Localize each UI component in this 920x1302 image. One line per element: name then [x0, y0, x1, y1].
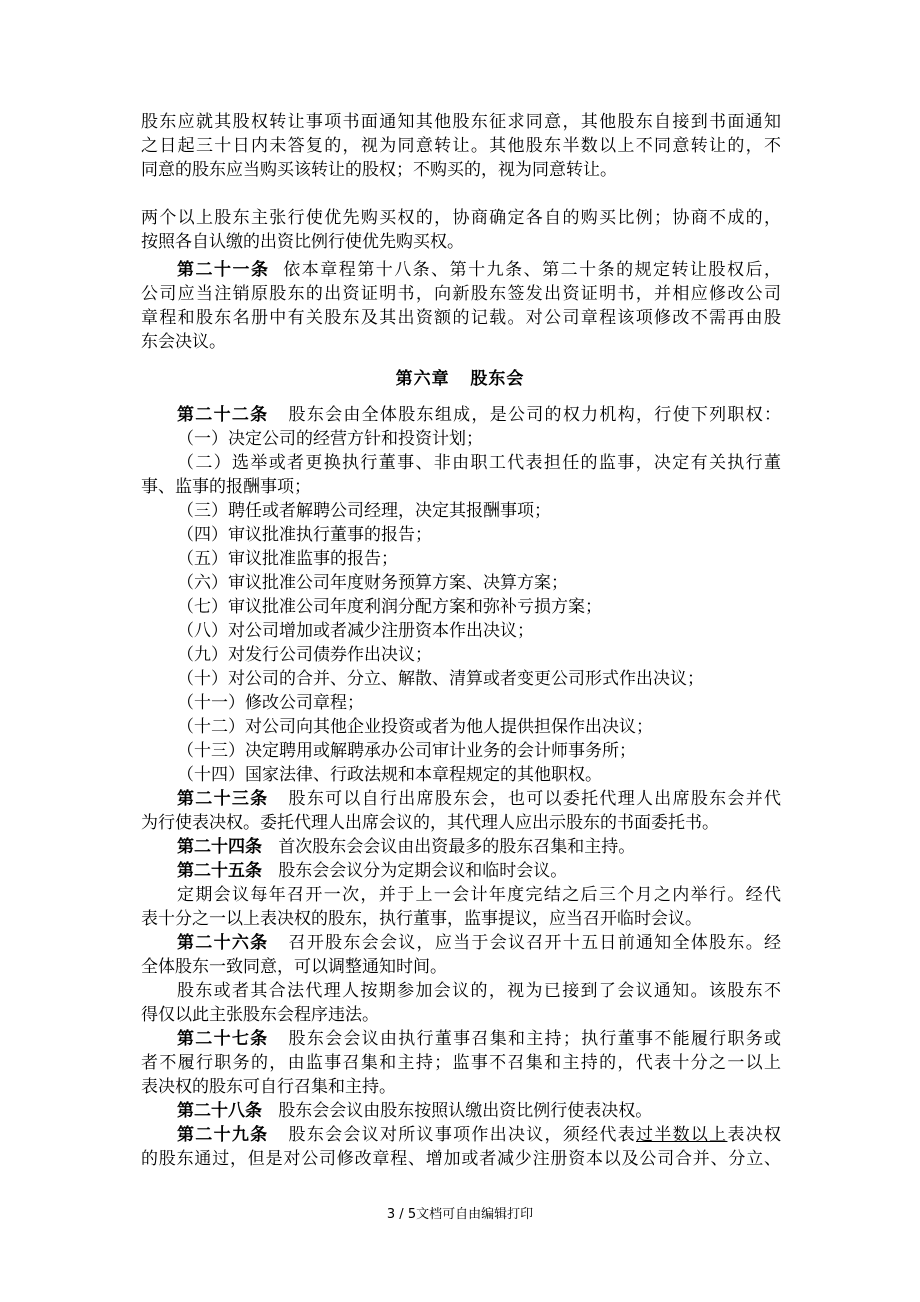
article-label: 第二十九条: [177, 1125, 269, 1145]
paragraph-line: 全体股东一致同意，可以调整通知时间。: [141, 957, 447, 977]
chapter-heading: [0, 367, 920, 391]
list-item: （三）聘任或者解聘公司经理，决定其报酬事项；: [177, 501, 551, 521]
article-label: 第二十一条: [177, 260, 270, 280]
paragraph-line: 表十分之一以上表决权的股东，执行董事，监事提议，应当召开临时会议。: [141, 909, 702, 929]
list-item: （十二）对公司向其他企业投资或者为他人提供担保作出决议；: [177, 717, 653, 737]
article-22: [177, 403, 781, 427]
paragraph-line: 定期会议每年召开一次，并于上一会计年度完结之后三个月之内举行。经代: [177, 885, 781, 905]
page-footer: 3 / 5文档可自由编辑打印: [386, 1207, 534, 1222]
article-label: 第二十七条: [177, 1029, 269, 1049]
list-item: （十三）决定聘用或解聘承办公司审计业务的会计师事务所；: [177, 741, 636, 761]
paragraph-line: 为行使表决权。委托代理人出席会议的，其代理人应出示股东的书面委托书。: [141, 813, 719, 833]
list-item-continuation: 事、监事的报酬事项；: [141, 477, 311, 497]
article-text: 股东会由全体股东组成，是公司的权力机构，行使下列职权：: [288, 405, 782, 425]
article-label: 第二十二条: [177, 405, 269, 425]
paragraph-line: 股东或者其合法代理人按期参加会议的，视为已接到了会议通知。该股东不: [177, 981, 781, 1001]
list-item: （十一）修改公司章程；: [177, 693, 364, 713]
article-text: 股东会会议对所议事项作出决议，须经代表: [288, 1125, 636, 1145]
paragraph-line: 之日起三十日内未答复的，视为同意转让。其他股东半数以上不同意转让的，不: [141, 136, 781, 156]
chapter-number: 第六章: [395, 369, 450, 389]
list-item: （九）对发行公司债券作出决议；: [177, 645, 432, 665]
paragraph-line: 得仅以此主张股东会程序违法。: [141, 1005, 379, 1025]
article-text: 表决权: [727, 1125, 782, 1145]
underlined-text: 过半数以上: [636, 1125, 728, 1145]
article-29: [177, 1123, 781, 1147]
paragraph-line: 者不履行职务的，由监事召集和主持；监事不召集和主持的，代表十分之一以上: [141, 1053, 781, 1073]
list-item: （四）审议批准执行董事的报告；: [177, 525, 432, 545]
article-24: [177, 835, 781, 859]
paragraph-line: 的股东通过，但是对公司修改章程、增加或者减少注册资本以及公司合并、分立、: [141, 1149, 781, 1169]
article-label: 第二十五条: [177, 861, 262, 881]
paragraph-line: 股东应就其股权转让事项书面通知其他股东征求同意，其他股东自接到书面通知: [141, 112, 781, 132]
list-item: （十）对公司的合并、分立、解散、清算或者变更公司形式作出决议；: [177, 669, 704, 689]
paragraph-line: 东会决议。: [141, 332, 226, 352]
article-23: [177, 787, 781, 811]
paragraph-line: 同意的股东应当购买该转让的股权；不购买的，视为同意转让。: [141, 160, 617, 180]
article-text: 股东会会议由股东按照认缴出资比例行使表决权。: [278, 1101, 653, 1121]
article-label: 第二十六条: [177, 933, 269, 953]
article-text: 股东会会议由执行董事召集和主持；执行董事不能履行职务或: [288, 1029, 782, 1049]
article-text: 召开股东会会议，应当于会议召开十五日前通知全体股东。经: [288, 933, 782, 953]
list-item: （七）审议批准公司年度利润分配方案和弥补亏损方案；: [177, 597, 602, 617]
article-text: 股东可以自行出席股东会，也可以委托代理人出席股东会并代: [288, 789, 782, 809]
paragraph-line: 章程和股东名册中有关股东及其出资额的记载。对公司章程该项修改不需再由股: [141, 308, 781, 328]
article-26: [177, 931, 781, 955]
article-label: 第二十八条: [177, 1101, 262, 1121]
paragraph-line: 公司应当注销原股东的出资证明书，向新股东签发出资证明书，并相应修改公司: [141, 284, 781, 304]
article-label: 第二十四条: [177, 837, 262, 857]
list-item: （二）选举或者更换执行董事、非由职工代表担任的监事，决定有关执行董: [177, 453, 781, 473]
article-27: [177, 1027, 781, 1051]
paragraph-line: 表决权的股东可自行召集和主持。: [141, 1077, 396, 1097]
article-text: 依本章程第十八条、第十九条、第二十条的规定转让股权后，: [283, 260, 782, 280]
article-21: [177, 258, 781, 282]
list-item: （十四）国家法律、行政法规和本章程规定的其他职权。: [177, 765, 602, 785]
list-item: （一）决定公司的经营方针和投资计划；: [177, 429, 483, 449]
chapter-title: 股东会: [470, 369, 525, 389]
list-item: （六）审议批准公司年度财务预算方案、决算方案；: [177, 573, 568, 593]
paragraph-line: 两个以上股东主张行使优先购买权的，协商确定各自的购买比例；协商不成的，: [141, 208, 781, 228]
article-text: 首次股东会会议由出资最多的股东召集和主持。: [278, 837, 636, 857]
paragraph-line: 按照各自认缴的出资比例行使优先购买权。: [141, 232, 464, 252]
list-item: （八）对公司增加或者减少注册资本作出决议；: [177, 621, 534, 641]
article-label: 第二十三条: [177, 789, 269, 809]
article-25: [177, 859, 781, 883]
article-20: [177, 182, 781, 206]
article-28: [177, 1099, 781, 1123]
article-text: 股东会会议分为定期会议和临时会议。: [278, 861, 568, 881]
list-item: （五）审议批准监事的报告；: [177, 549, 398, 569]
